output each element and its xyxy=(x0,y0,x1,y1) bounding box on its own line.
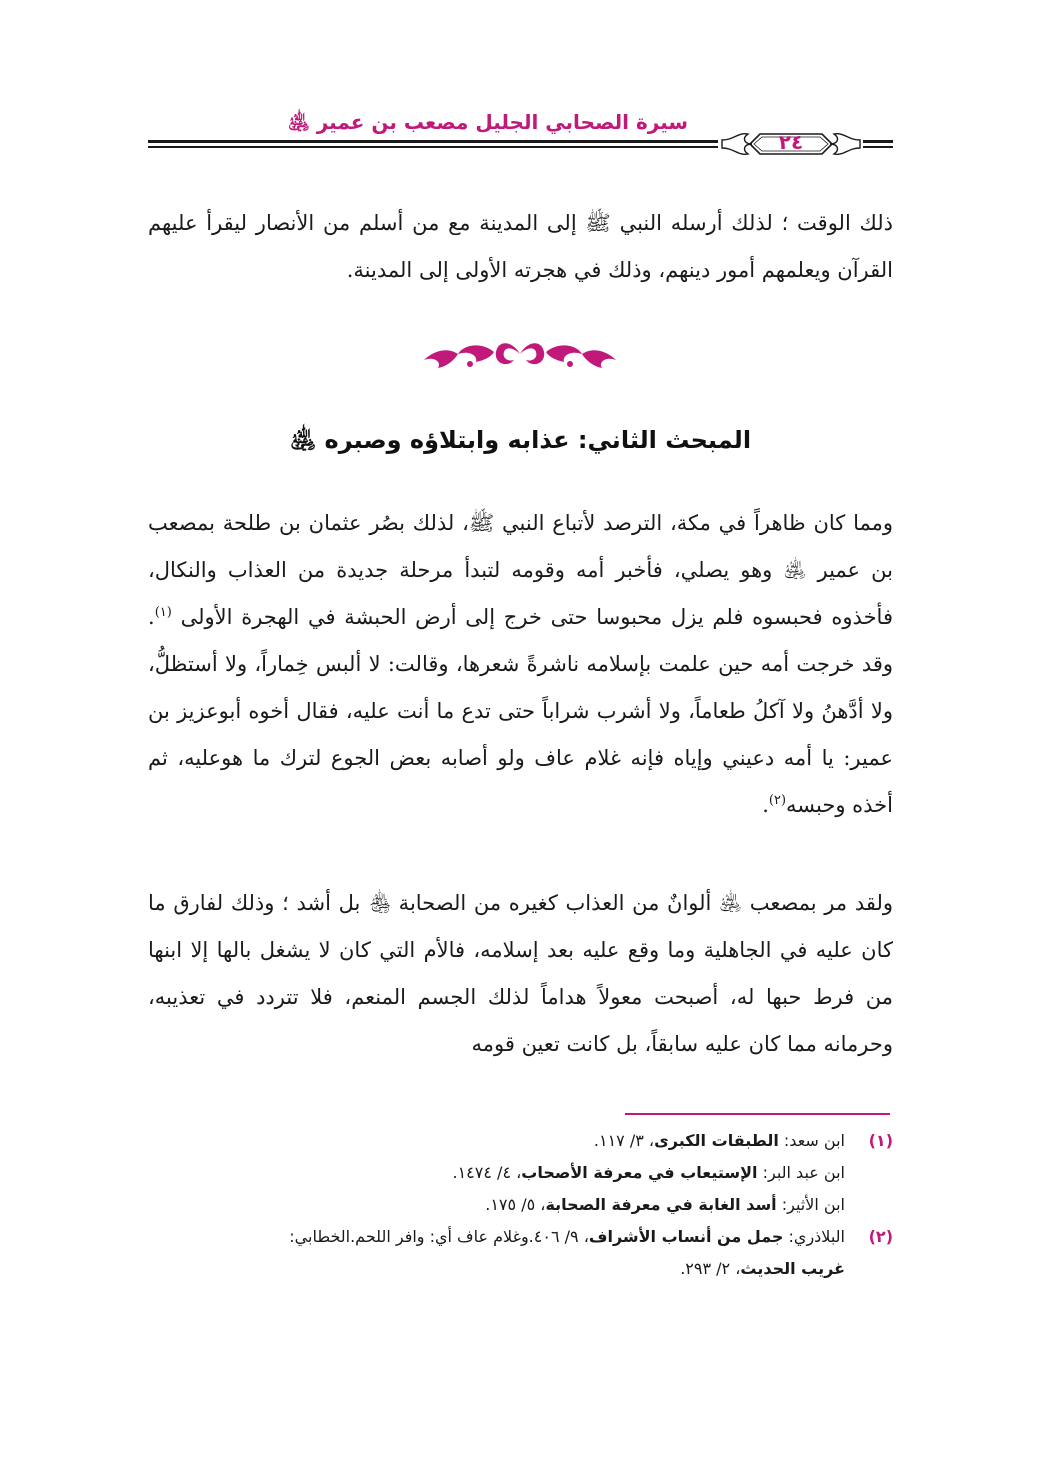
header-rule-right xyxy=(863,140,893,143)
footnote-author: ابن الأثير: xyxy=(776,1195,845,1214)
footnote-number: (١) xyxy=(868,1131,893,1150)
footnote-book: غريب الحديث xyxy=(740,1259,845,1278)
footnote-ref-2[interactable]: (٢) xyxy=(768,793,787,808)
footnote-ref: ، ٥/ ١٧٥. xyxy=(485,1195,546,1214)
footnote-ref: ، ٤/ ١٤٧٤. xyxy=(452,1163,522,1182)
section-heading: المبحث الثاني: عذابه وابتلاؤه وصبره ﵁ xyxy=(289,426,752,454)
footnote-line xyxy=(148,1125,845,1157)
footnote-number: (٢) xyxy=(868,1227,893,1246)
footnote-book: جمل من أنساب الأشراف xyxy=(588,1227,784,1246)
page-header xyxy=(148,100,893,170)
paragraph-text: ومما كان ظاهراً في مكة، الترصد لأتباع النبي ﷺ، لذلك بصُر عثمان بن طلحة بمصعب بن عمير ﵁ وهو يصلي، فأخبر أمه وقومه لتبدأ مرحلة جديدة من العذاب والنكال، فأخذوه فحبسوه فلم يزل محبوسا حتى خرج إلى أرض الحبشة في الهجرة الأولى xyxy=(148,511,893,629)
footnote-ref: ، ٩/ ٤٠٦.وغلام عاف أي: وافر اللحم.الخطابي: xyxy=(289,1227,589,1246)
footnote-book: الطبقات الكبرى xyxy=(654,1131,779,1150)
footnote-separator xyxy=(625,1113,890,1115)
header-rule-thin xyxy=(148,146,718,148)
footnote-line xyxy=(148,1253,845,1285)
footnote-ref: ، ٣/ ١١٧. xyxy=(593,1131,655,1150)
footnotes xyxy=(148,1125,893,1285)
footnote-book: الإستيعاب في معرفة الأصحاب xyxy=(521,1163,758,1182)
footnote-book: أسد الغابة في معرفة الصحابة xyxy=(545,1195,777,1214)
footnote-2 xyxy=(148,1221,893,1285)
intro-paragraph: ذلك الوقت ؛ لذلك أرسله النبي ﷺ إلى المدينة مع من أسلم من الأنصار ليقرأ عليهم القرآن ويعلمهم أمور دينهم، وذلك في هجرته الأولى إلى المدينة. xyxy=(148,211,893,282)
footnote-line xyxy=(148,1189,845,1221)
body-paragraph-1 xyxy=(148,500,893,829)
paragraph-text: . xyxy=(762,793,769,817)
page-number: ٢٤ xyxy=(778,130,804,154)
footnote-author: البلاذري: xyxy=(783,1227,845,1246)
body-paragraph-2: ولقد مر بمصعب ﵁ ألوانٌ من العذاب كغيره من الصحابة ﵃ بل أشد ؛ وذلك لفارق ما كان عليه في الجاهلية وما وقع عليه بعد إسلامه، فالأم التي كان لا يشغل بالها إلا ابنها من فرط حبها له، أصبحت معولاً هداماً لذلك الجسم المنعم، فلا تتردد في تعذيبه، وحرمانه مما كان عليه سابقاً، بل كانت تعين قومه xyxy=(148,891,893,1056)
footnote-ref: ، ٢/ ٢٩٣. xyxy=(680,1259,741,1278)
footnote-1 xyxy=(148,1125,893,1221)
footnote-author: ابن عبد البر: xyxy=(757,1163,845,1182)
paragraph-text: . وقد خرجت أمه حين علمت بإسلامه ناشرةً شعرها، وقالت: لا ألبس خِماراً، ولا أستظلُّ، ولا أدَّهنُ ولا آكلُ طعاماً، ولا أشرب شراباً حتى تدع ما أنت عليه، فقال أخوه أبوعزيز بن عمير: يا أمه دعيني وإياه فإنه غلام عاف ولو أصابه بعض الجوع لترك ما هوعليه، ثم أخذه وحبسه xyxy=(148,605,894,817)
footnote-line xyxy=(148,1221,845,1253)
floral-divider-icon xyxy=(418,330,622,378)
running-title: سيرة الصحابي الجليل مصعب بن عمير ﵁ xyxy=(287,110,689,134)
header-rule xyxy=(148,140,718,143)
footnote-author: ابن سعد: xyxy=(778,1131,845,1150)
footnote-line xyxy=(148,1157,845,1189)
footnote-ref-1[interactable]: (١) xyxy=(154,605,172,620)
header-rule-right-thin xyxy=(863,146,893,148)
